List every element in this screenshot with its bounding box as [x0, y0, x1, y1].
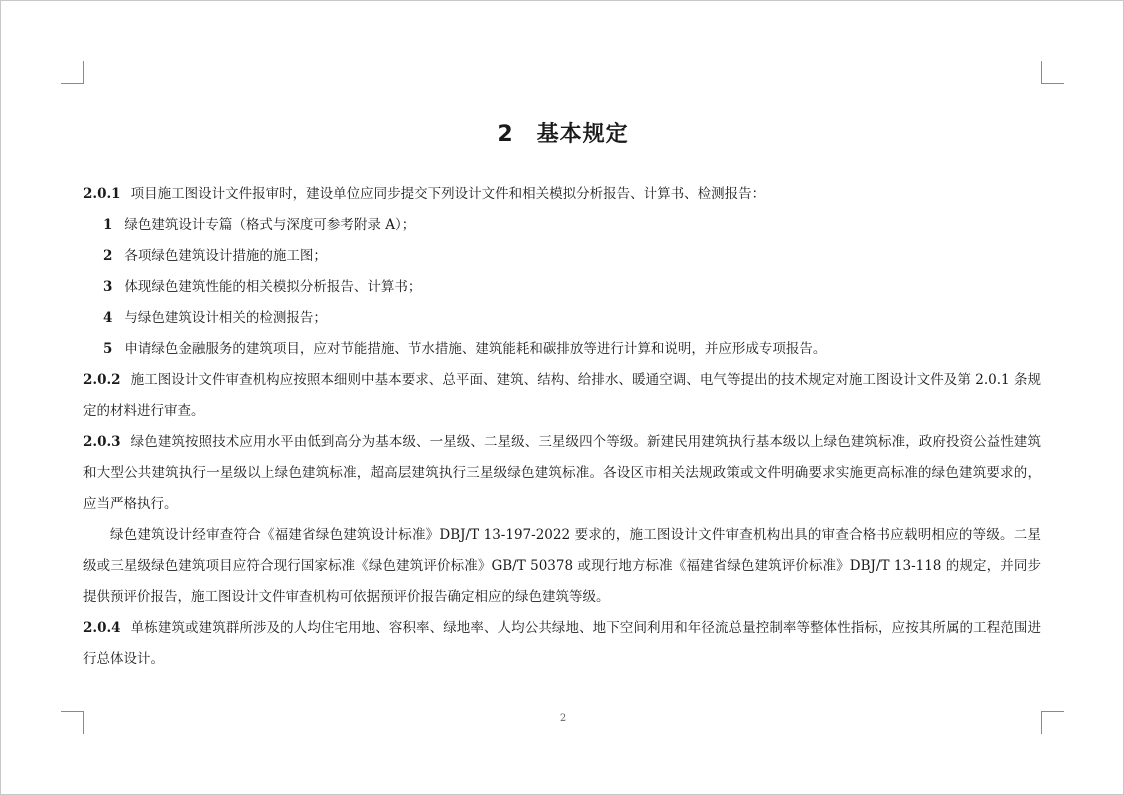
clause-2-0-2 [83, 365, 1041, 427]
chapter-title: 2 基本规定 [497, 122, 629, 147]
clause-text: 项目施工图设计文件报审时，建设单位应同步提交下列设计文件和相关模拟分析报告、计算书、检测报告： [130, 186, 766, 202]
clause-2-0-3 [83, 427, 1041, 520]
page-number: 2 [559, 713, 567, 724]
clause-text: 绿色建筑按照技术应用水平由低到高分为基本级、一星级、二星级、三星级四个等级。新建民用建筑执行基本级以上绿色建筑标准，政府投资公益性建筑和大型公共建筑执行一星级以上绿色建筑标准，超高层建筑执行三星级绿色建筑标准。各设区市相关法规政策或文件明确要求实施更高标准的绿色建筑要求的，应当严格执行。 [83, 434, 1041, 512]
crop-mark-top-left [61, 61, 84, 84]
clause-number: 2.0.4 [83, 620, 121, 636]
item-number: 3 [103, 279, 113, 295]
list-item [83, 241, 1041, 272]
list-item [83, 210, 1041, 241]
item-text: 与绿色建筑设计相关的检测报告； [124, 310, 327, 326]
list-item [83, 272, 1041, 303]
clause-2-0-1 [83, 179, 1041, 210]
clause-text: 单栋建筑或建筑群所涉及的人均住宅用地、容积率、绿地率、人均公共绿地、地下空间利用和年径流总量控制率等整体性指标，应按其所属的工程范围进行总体设计。 [83, 620, 1041, 667]
clause-text: 施工图设计文件审查机构应按照本细则中基本要求、总平面、建筑、结构、给排水、暖通空调、电气等提出的技术规定对施工图设计文件及第 2.0.1 条规定的材料进行审查。 [83, 372, 1041, 419]
list-item [83, 334, 1041, 365]
clause-number: 2.0.2 [83, 372, 121, 388]
item-number: 2 [103, 248, 113, 264]
item-text: 各项绿色建筑设计措施的施工图； [124, 248, 327, 264]
clause-number: 2.0.3 [83, 434, 121, 450]
document-body [83, 179, 1041, 675]
item-text: 体现绿色建筑性能的相关模拟分析报告、计算书； [124, 279, 422, 295]
clause-2-0-4 [83, 613, 1041, 675]
item-text: 绿色建筑设计专篇（格式与深度可参考附录 A）； [124, 217, 416, 233]
item-number: 5 [103, 341, 113, 357]
list-item [83, 303, 1041, 334]
item-number: 1 [103, 217, 113, 233]
item-number: 4 [103, 310, 113, 326]
clause-2-0-3-continuation [83, 520, 1041, 613]
crop-mark-top-right [1041, 61, 1064, 84]
clause-text: 绿色建筑设计经审查符合《福建省绿色建筑设计标准》DBJ/T 13-197-2022 要求的，施工图设计文件审查机构出具的审查合格书应载明相应的等级。二星级或三星级绿色建筑项目应符合现行国家标准《绿色建筑评价标准》GB/T 50378 或现行地方标准《福建省绿色建筑评价标准》DBJ/T 13-118 的规定，并同步提供预评价报告，施工图设计文件审查机构可依据预评价报告确定相应的绿色建筑等级。 [83, 527, 1041, 605]
item-text: 申请绿色金融服务的建筑项目，应对节能措施、节水措施、建筑能耗和碳排放等进行计算和说明，并应形成专项报告。 [124, 341, 827, 357]
clause-number: 2.0.1 [83, 186, 121, 202]
